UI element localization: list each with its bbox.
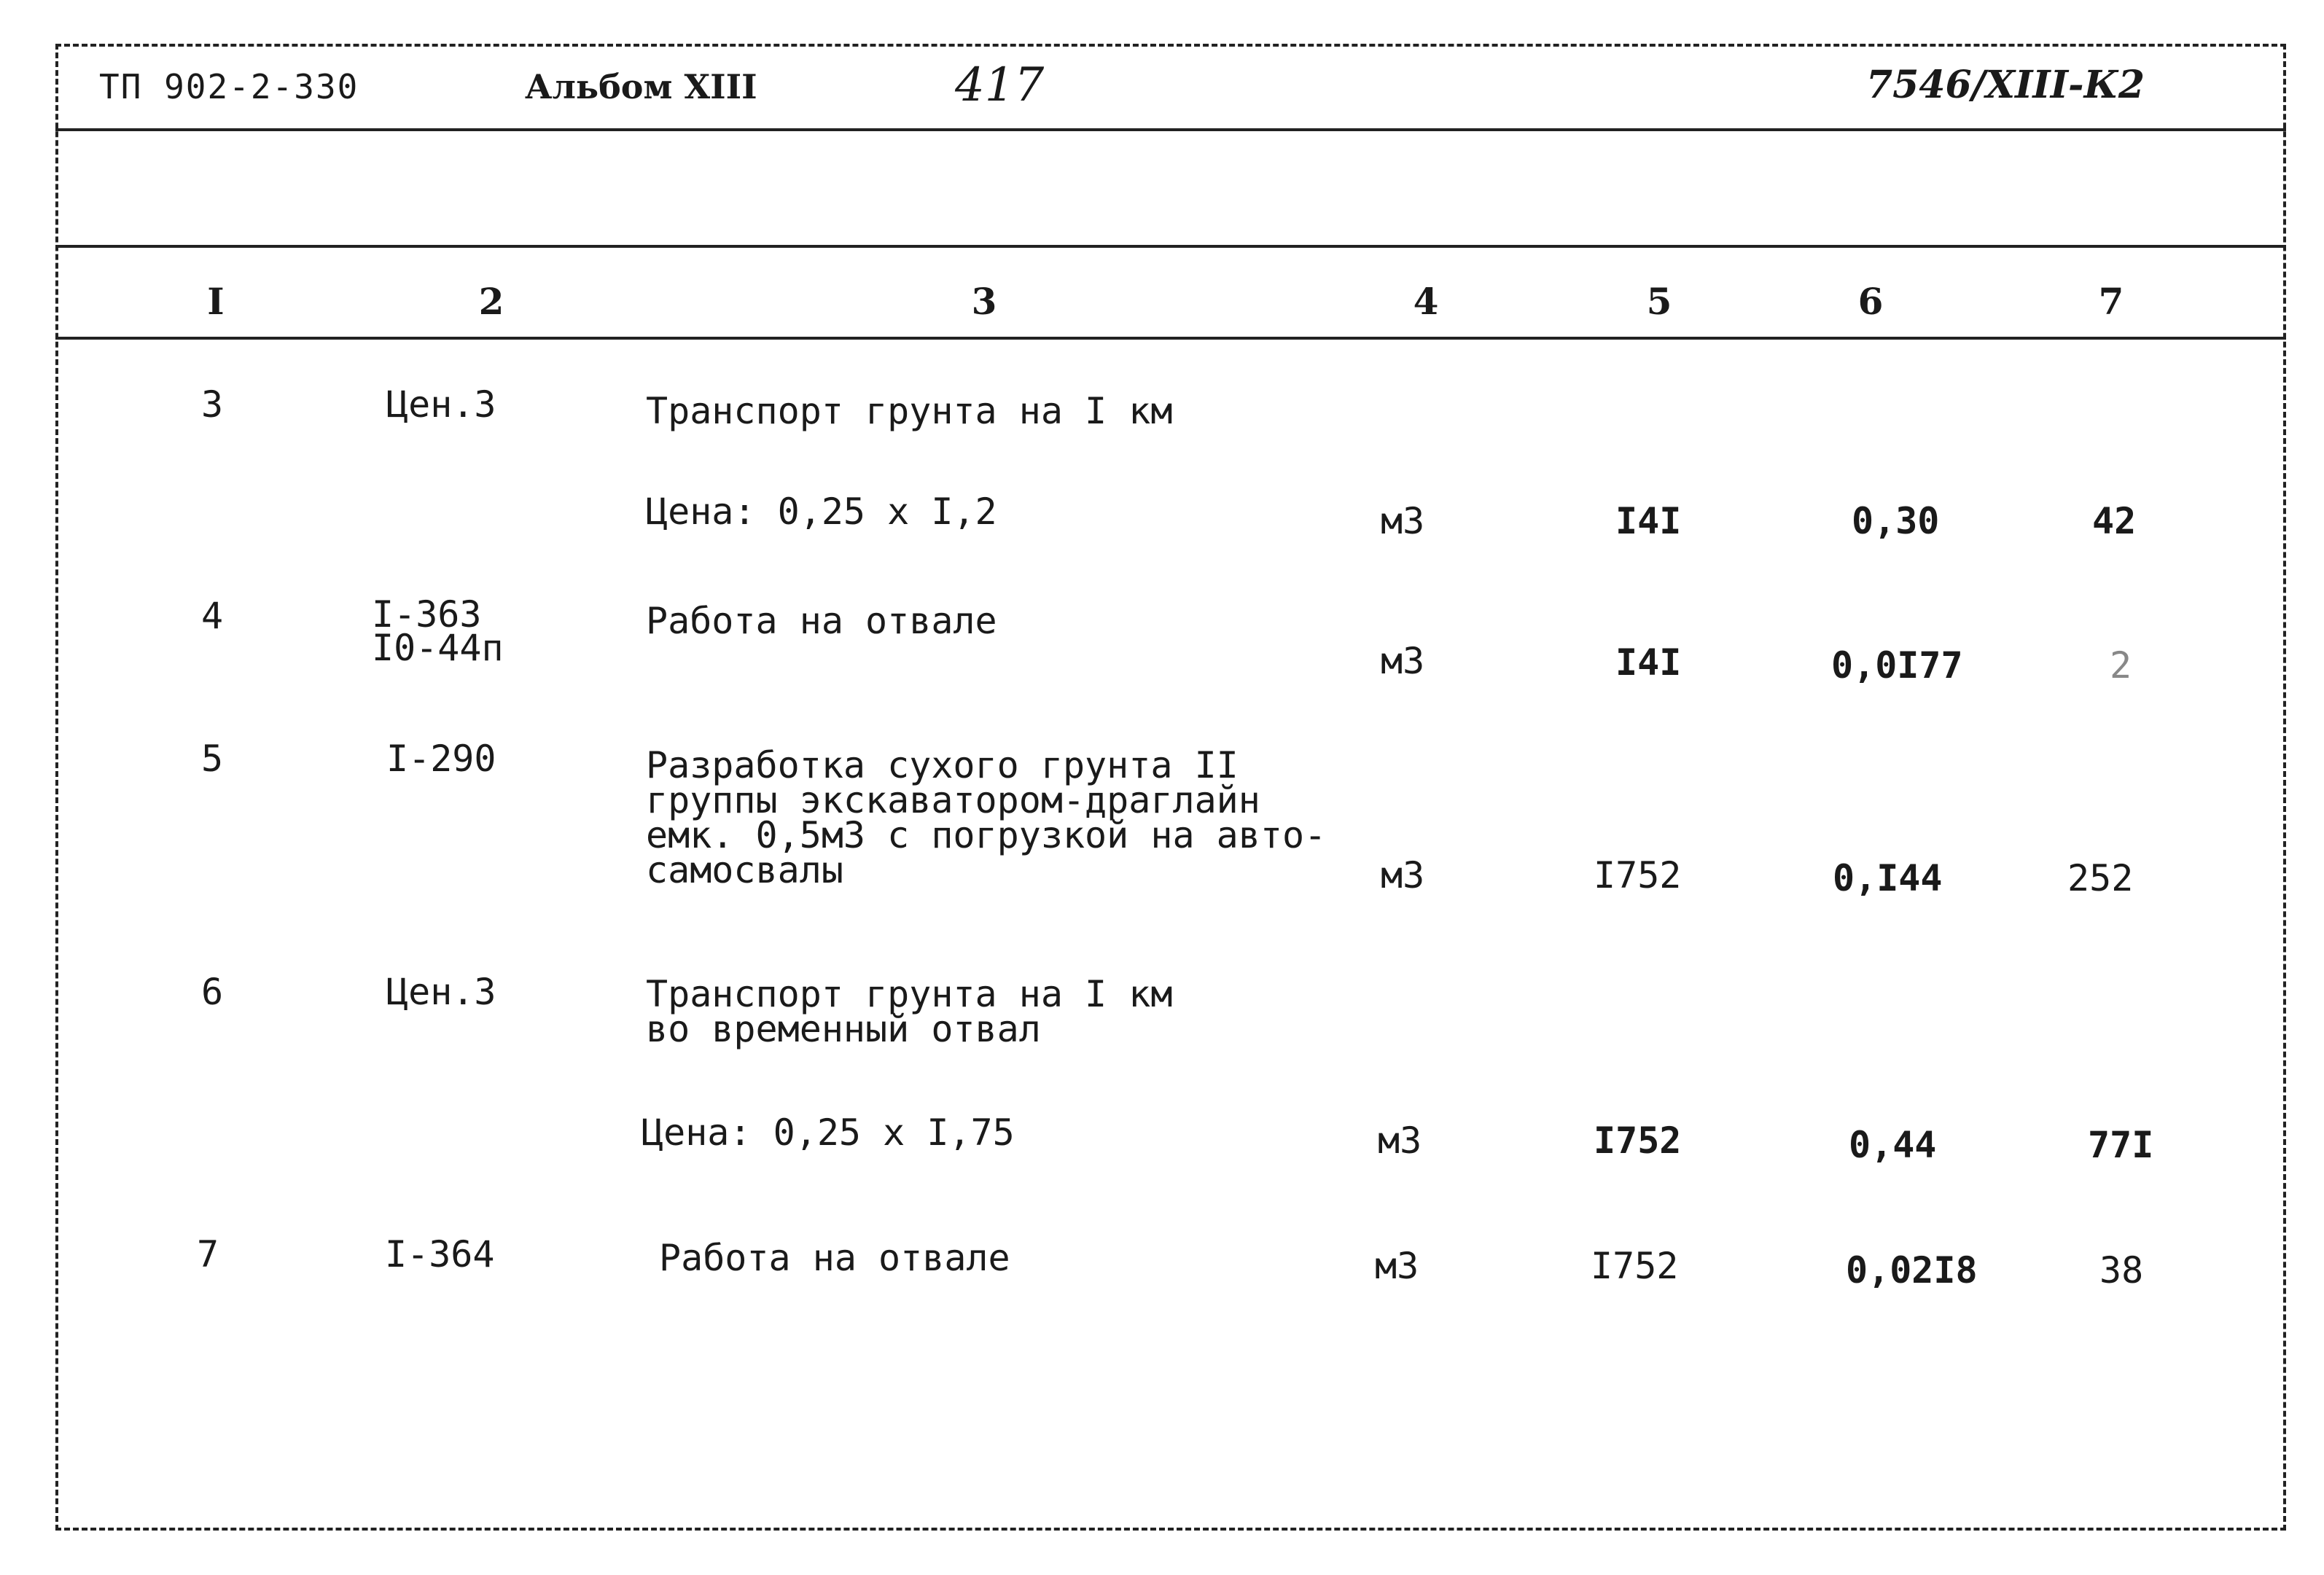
work-description: Работа на отвале xyxy=(659,1237,1010,1279)
row-number: 4 xyxy=(201,595,224,637)
unit: м3 xyxy=(1381,500,1425,542)
row-number: 7 xyxy=(197,1233,219,1275)
unit: м3 xyxy=(1381,854,1425,896)
column-header-rule xyxy=(55,337,2286,340)
total-cost: 2 xyxy=(2110,644,2132,687)
project-code: ТП 902-2-330 xyxy=(99,67,359,106)
work-description: Цена: 0,25 х I,2 xyxy=(646,491,997,533)
price-code: I-363 I0-44п xyxy=(372,593,504,669)
unit: м3 xyxy=(1378,1119,1422,1162)
unit-price: 0,I44 xyxy=(1833,857,1943,899)
header-rule xyxy=(55,128,2286,131)
quantity: I4I xyxy=(1615,641,1682,684)
total-cost: 42 xyxy=(2092,500,2137,542)
work-description: Цена: 0,25 х I,75 xyxy=(642,1111,1015,1154)
price-code: Цен.3 xyxy=(386,383,496,426)
unit: м3 xyxy=(1381,640,1425,682)
work-description: Разработка сухого грунта II xyxy=(646,744,1239,786)
unit-price: 0,44 xyxy=(1849,1124,1937,1166)
row-number: 3 xyxy=(201,383,224,426)
quantity: I752 xyxy=(1591,1245,1679,1287)
work-description: емк. 0,5м3 с погрузкой на авто- xyxy=(646,814,1327,856)
total-cost: 252 xyxy=(2067,857,2134,899)
column-number: I xyxy=(207,280,225,323)
unit: м3 xyxy=(1375,1245,1419,1287)
work-description: Работа на отвале xyxy=(646,600,997,642)
row-number: 6 xyxy=(201,971,224,1013)
quantity: I752 xyxy=(1594,1119,1682,1162)
album-label: Альбом XIII xyxy=(525,67,757,106)
price-code: Цен.3 xyxy=(386,971,496,1013)
work-description: Транспорт грунта на I км xyxy=(646,390,1173,432)
column-number: 5 xyxy=(1646,280,1672,323)
price-code: I-364 xyxy=(385,1233,495,1275)
table-top-rule xyxy=(55,245,2286,248)
unit-price: 0,0I77 xyxy=(1831,644,1963,687)
column-number: 3 xyxy=(971,280,997,323)
total-cost: 77I xyxy=(2088,1124,2154,1166)
page-number: 417 xyxy=(955,58,1045,112)
price-code: I-290 xyxy=(386,738,496,780)
work-description: группы экскаватором-драглайн xyxy=(646,779,1260,821)
column-number: 4 xyxy=(1413,280,1439,323)
column-number: 7 xyxy=(2098,280,2124,323)
work-description: Транспорт грунта на I км xyxy=(646,973,1173,1015)
document-number: 7546/XIII-К2 xyxy=(1866,63,2145,107)
quantity: I4I xyxy=(1615,500,1682,542)
column-number: 6 xyxy=(1857,280,1884,323)
unit-price: 0,02I8 xyxy=(1846,1249,1978,1291)
row-number: 5 xyxy=(201,738,224,780)
unit-price: 0,30 xyxy=(1852,500,1940,542)
work-description: самосвалы xyxy=(646,849,843,891)
column-number: 2 xyxy=(478,280,504,323)
quantity: I752 xyxy=(1594,854,1682,896)
total-cost: 38 xyxy=(2099,1249,2144,1291)
work-description: во временный отвал xyxy=(646,1008,1041,1050)
